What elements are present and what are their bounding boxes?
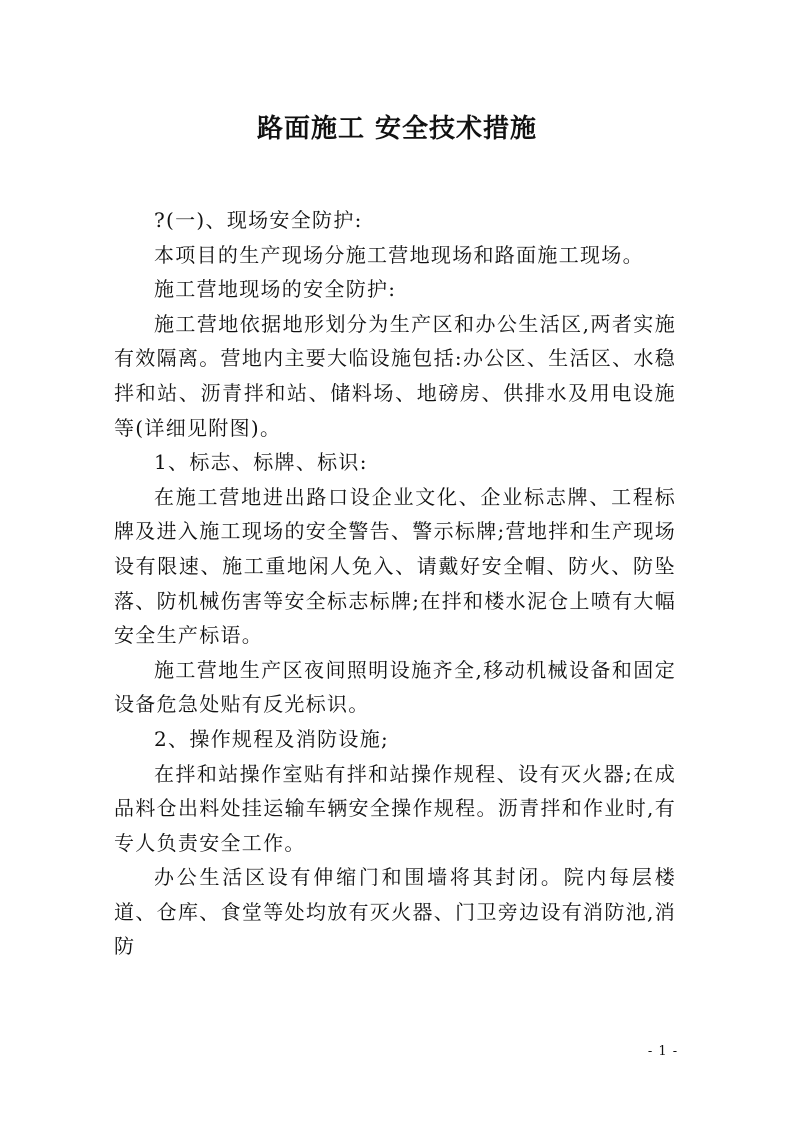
paragraph: 本项目的生产现场分施工营地现场和路面施工现场。 (154, 242, 644, 267)
subheading-signs: 1、标志、标牌、标识: (154, 450, 368, 475)
paragraph: 在施工营地进出路口设企业文化、企业标志牌、工程标牌及进入施工现场的安全警告、警示标牌;营地拌和生产现场设有限速、施工重地闲人免入、请戴好安全帽、防火、防坠落、防机械伤害等安全标志标牌;在拌和楼水泥仓上喷有大幅安全生产标语。 (114, 484, 676, 648)
paragraph: 施工营地依据地形划分为生产区和办公生活区,两者实施有效隔离。营地内主要大临设施包括:办公区、生活区、水稳拌和站、沥青拌和站、储料场、地磅房、供排水及用电设施等(详细见附图)。 (114, 311, 676, 440)
paragraph: 在拌和站操作室贴有拌和站操作规程、设有灭火器;在成品料仓出料处挂运输车辆安全操作规程。沥青拌和作业时,有专人负责安全工作。 (114, 761, 676, 855)
subheading-camp-safety: 施工营地现场的安全防护: (154, 277, 397, 302)
paragraph: 办公生活区设有伸缩门和围墙将其封闭。院内每层楼道、仓库、食堂等处均放有灭火器、门卫旁边设有消防池,消防 (114, 865, 676, 959)
document-title: 路面施工 安全技术措施 (256, 114, 538, 144)
paragraph: 施工营地生产区夜间照明设施齐全,移动机械设备和固定设备危急处贴有反光标识。 (114, 657, 676, 717)
subheading-procedures: 2、操作规程及消防设施; (154, 726, 390, 751)
document-body (114, 203, 676, 964)
section-heading-safety: ?(一)、现场安全防护: (154, 208, 363, 232)
page-number: - 1 - (647, 1044, 679, 1059)
